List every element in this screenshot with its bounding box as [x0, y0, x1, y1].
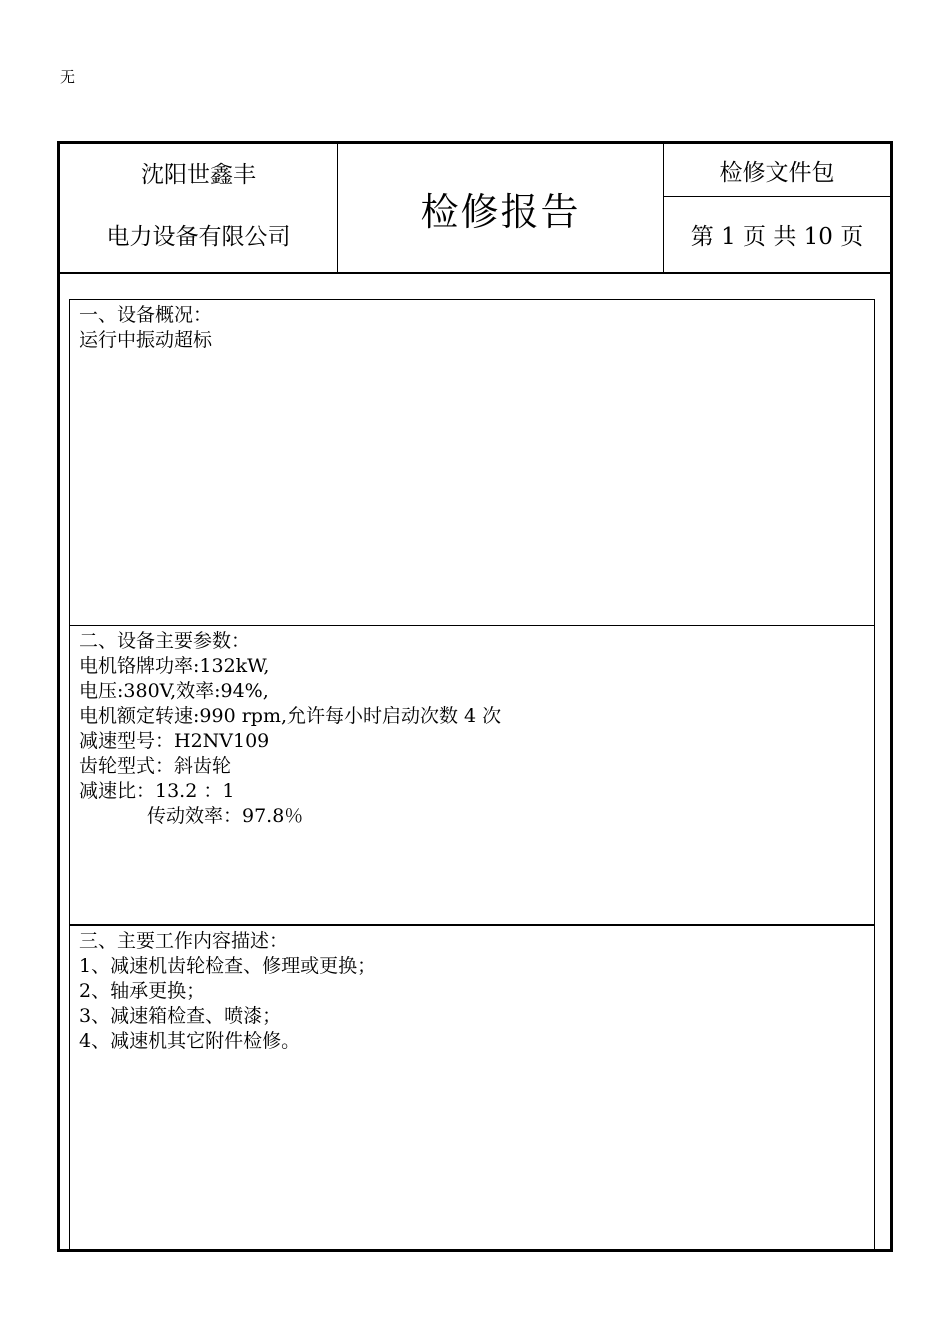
section-main-parameters	[69, 625, 875, 925]
section-work-content	[69, 924, 875, 1250]
section2-line: 电机额定转速:990 rpm,允许每小时启动次数 4 次	[79, 705, 502, 727]
section1-heading: 一、设备概况：	[79, 304, 213, 326]
section1-line: 运行中振动超标	[79, 329, 213, 351]
section2-line: 齿轮型式：斜齿轮	[79, 755, 232, 777]
report-title: 检修报告	[338, 144, 664, 272]
section2-line: 减速型号：H2NV109	[79, 730, 270, 752]
section2-line: 电压:380V,效率:94%,	[79, 680, 269, 702]
section2-heading: 二、设备主要参数：	[79, 630, 251, 652]
section3-line: 2、轴承更换；	[79, 980, 206, 1002]
section2-line: 减速比：13.2 ：1	[79, 780, 235, 802]
company-cell	[60, 144, 338, 272]
section3-line: 1、减速机齿轮检查、修理或更换；	[79, 955, 377, 977]
form-header	[60, 144, 890, 274]
company-name-line2: 电力设备有限公司	[106, 224, 291, 250]
section3-heading: 三、主要工作内容描述：	[79, 930, 289, 952]
section2-line: 电机铬牌功率:132kW,	[79, 655, 270, 677]
section3-line: 4、减速机其它附件检修。	[79, 1030, 301, 1052]
corner-note: 无	[60, 68, 76, 86]
section3-line: 3、减速箱检查、喷漆；	[79, 1005, 282, 1027]
doc-info-cell	[664, 144, 890, 272]
report-form	[57, 141, 893, 1252]
company-name-line1: 沈阳世鑫丰	[141, 162, 256, 188]
section-equipment-overview	[69, 299, 875, 626]
section2-efficiency-line: 传动效率：97.8％	[147, 805, 304, 827]
page-info: 第 1 页 共 10 页	[690, 224, 864, 250]
doc-type: 检修文件包	[664, 144, 890, 197]
